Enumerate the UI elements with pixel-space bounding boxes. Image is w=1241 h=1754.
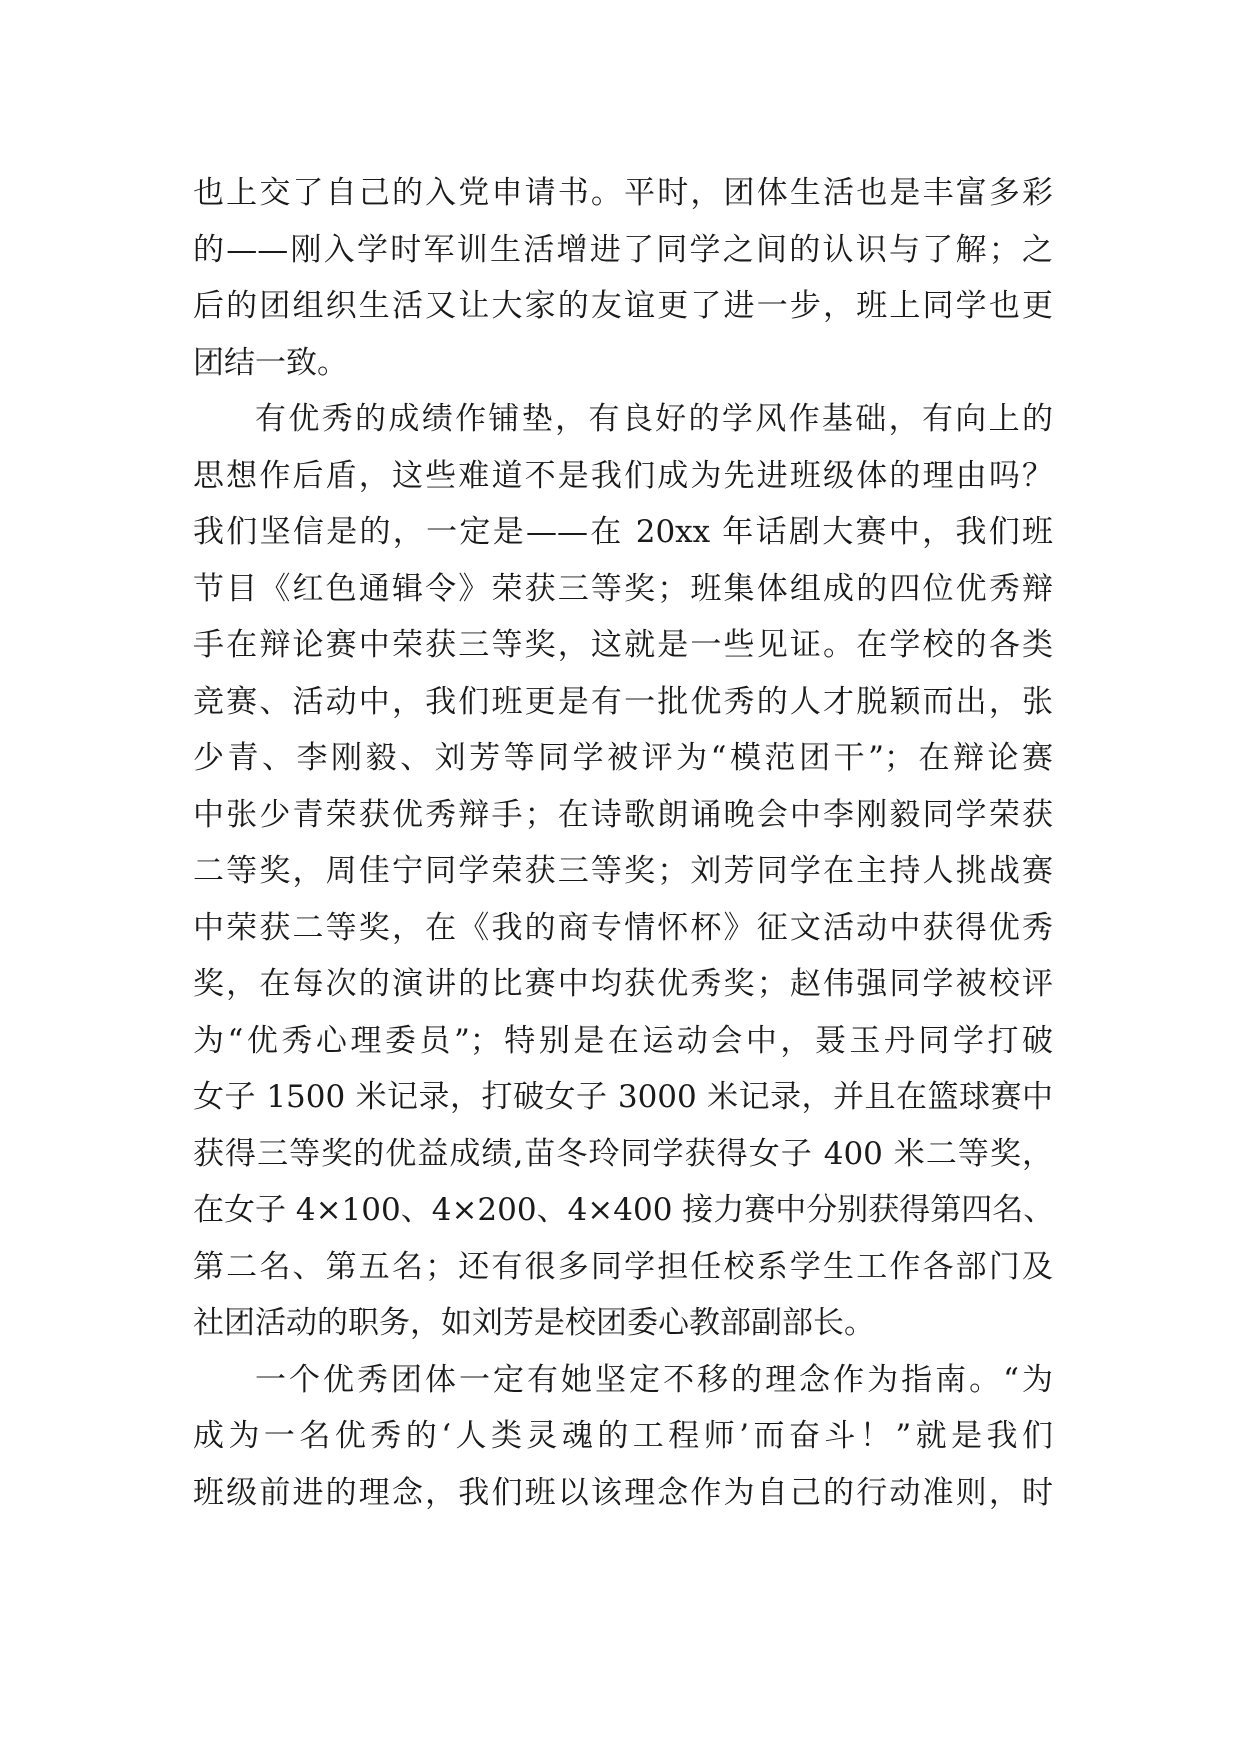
text-line: 第二名、第五名；还有很多同学担任校系学生工作各部门及: [193, 1248, 1053, 1285]
text-line: 有优秀的成绩作铺垫，有良好的学风作基础，有向上的: [255, 401, 1053, 437]
text-line: 为“优秀心理委员”；特别是在运动会中，聂玉丹同学打破: [193, 1022, 1053, 1059]
text-line: 女子 1500 米记录，打破女子 3000 米记录，并且在篮球赛中: [193, 1079, 1053, 1115]
text-line: 也上交了自己的入党申请书。平时，团体生活也是丰富多彩: [193, 175, 1053, 211]
text-line: 班级前进的理念，我们班以该理念作为自己的行动准则，时: [193, 1474, 1053, 1511]
text-line: 少青、李刚毅、刘芳等同学被评为“模范团干”；在辩论赛: [193, 740, 1053, 776]
text-line: 竞赛、活动中，我们班更是有一批优秀的人才脱颖而出，张: [193, 683, 1053, 720]
text-line: 获得三等奖的优益成绩,苗冬玲同学获得女子 400 米二等奖，: [193, 1135, 1053, 1172]
text-line: 团结一致。: [193, 344, 348, 381]
text-line: 中荣获二等奖，在《我的商专情怀杯》征文活动中获得优秀: [193, 909, 1053, 946]
text-line: 社团活动的职务，如刘芳是校团委心教部副部长。: [193, 1305, 875, 1341]
text-line: 节目《红色通辑令》荣获三等奖；班集体组成的四位优秀辩: [193, 570, 1053, 607]
text-line: 在女子 4×100、4×200、4×400 接力赛中分别获得第四名、: [193, 1192, 1055, 1228]
text-line: 二等奖，周佳宁同学荣获三等奖；刘芳同学在主持人挑战赛: [193, 853, 1053, 889]
text-line: 奖，在每次的演讲的比赛中均获优秀奖；赵伟强同学被校评: [193, 966, 1053, 1002]
text-line: 后的团组织生活又让大家的友谊更了进一步，班上同学也更: [193, 288, 1053, 324]
text-line: 一个优秀团体一定有她坚定不移的理念作为指南。“为: [255, 1361, 1053, 1398]
body-text: [193, 165, 1053, 1521]
text-line: 思想作后盾，这些难道不是我们成为先进班级体的理由吗？: [193, 457, 1053, 494]
text-line: 手在辩论赛中荣获三等奖，这就是一些见证。在学校的各类: [193, 627, 1053, 663]
text-line: 的——刚入学时军训生活增进了同学之间的认识与了解；之: [193, 231, 1053, 268]
text-line: 中张少青荣获优秀辩手；在诗歌朗诵晚会中李刚毅同学荣获: [193, 796, 1053, 833]
text-line: 成为一名优秀的‘人类灵魂的工程师’而奋斗！”就是我们: [193, 1418, 1053, 1454]
text-line: 我们坚信是的，一定是——在 20xx 年话剧大赛中，我们班: [193, 514, 1053, 550]
